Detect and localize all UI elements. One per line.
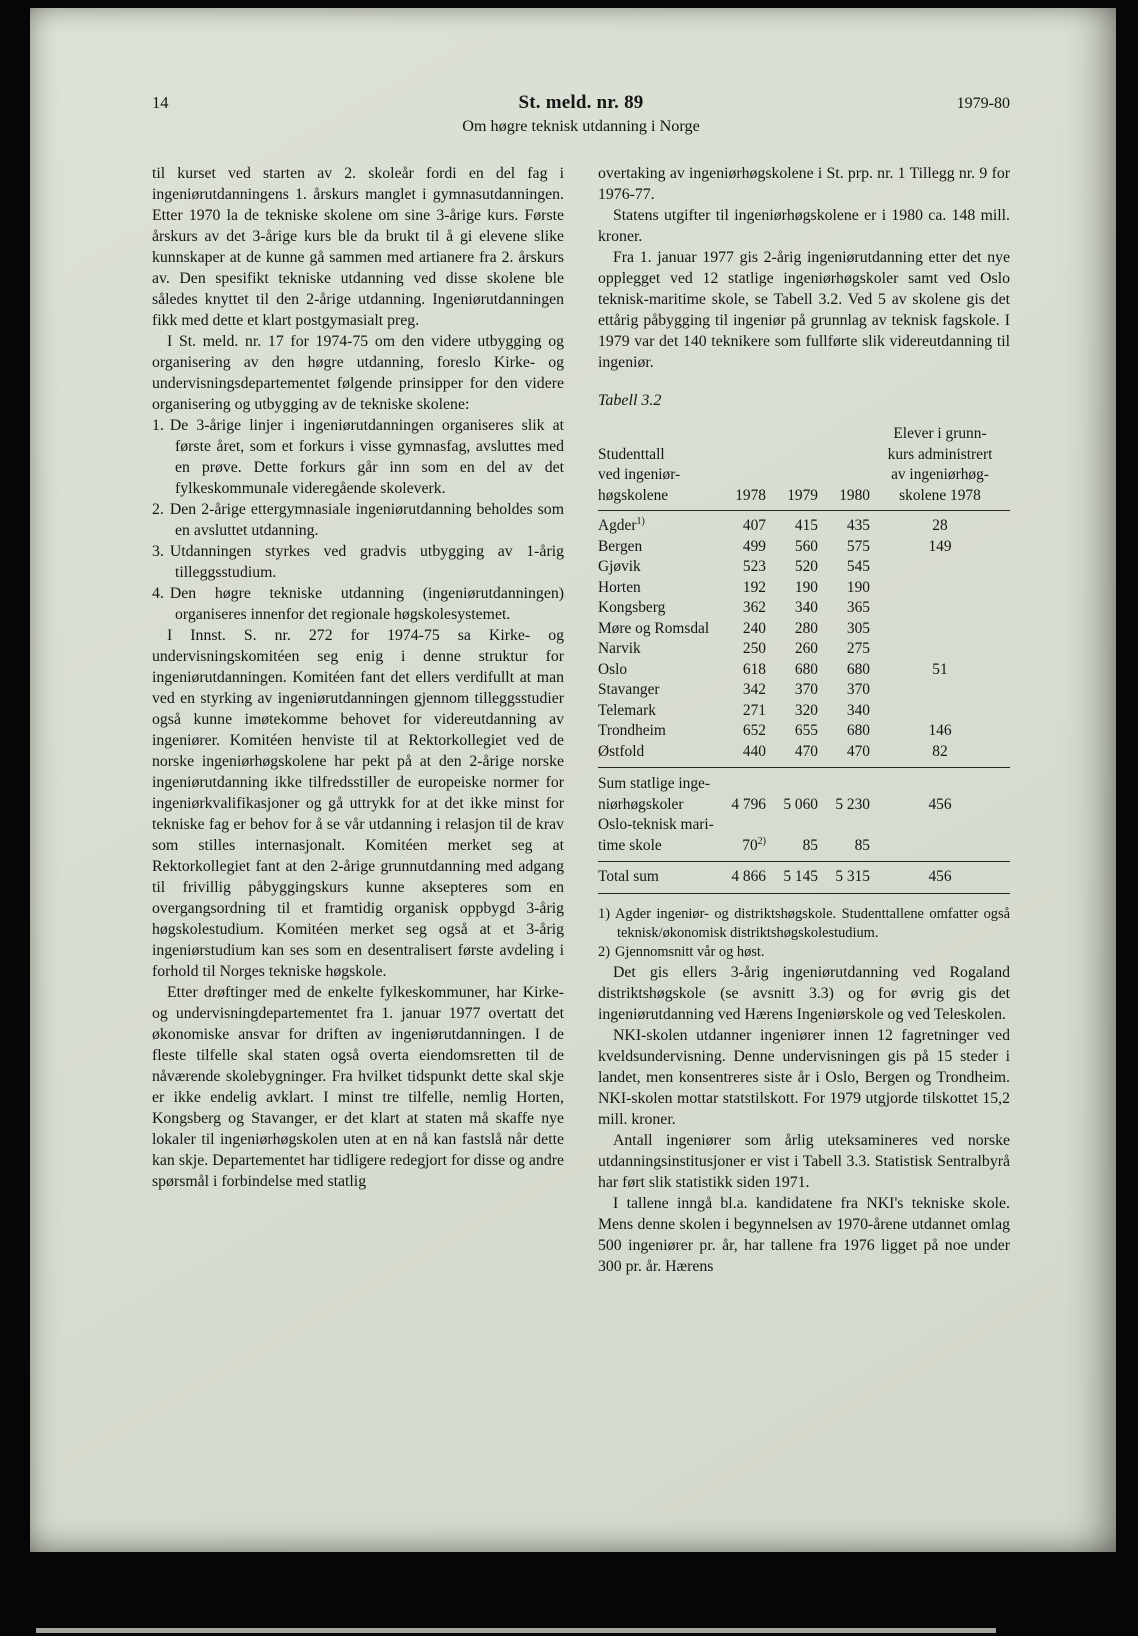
body-paragraph: NKI-skolen utdanner ingeniører innen 12 fagretninger ved kveldsundervisning. Denne undervisningen gis på 15 steder i landet, men konsentreres siste år i Oslo, Bergen og Trondheim. NKI-skolen mottar statstilskott. For 1979 utgjorde tilskottet 15,2 mill. kroner. (598, 1026, 1010, 1128)
value-elever (870, 680, 1010, 701)
value-1978: 652 (742, 722, 766, 739)
value-1979: 190 (794, 578, 818, 596)
total-elever: 456 (870, 862, 1010, 894)
table-row (598, 660, 1010, 681)
value-1980: 470 (818, 742, 870, 768)
value-1978: 618 (742, 660, 766, 678)
value-elever: 146 (928, 722, 952, 739)
value-1979: 280 (794, 619, 818, 637)
value-1978: 440 (724, 742, 766, 768)
sum-label-line: niørhøgskoler (598, 795, 684, 813)
column-header-1978: 1978 (724, 424, 766, 511)
sum-label-line: Sum statlige inge- (598, 775, 710, 792)
body-paragraph: I tallene inngå bl.a. kandidatene fra NKI's tekniske skole. Mens denne skolen i begynnelsen av 1970-årene utdannet omlag 500 ingeniører pr. år, har tallene fra 1976 ligget på noe under 300 pr. år. Hærens (598, 1194, 1010, 1275)
value-elever (870, 639, 1010, 660)
school-name: Kongsberg (598, 599, 666, 616)
total-1979: 5 145 (766, 862, 818, 894)
scan-bottom-edge (36, 1628, 996, 1633)
scanned-page (30, 8, 1116, 1552)
value-1980: 340 (846, 701, 870, 719)
value-elever (870, 701, 1010, 722)
value-1980: 680 (846, 722, 870, 739)
value-1978: 192 (742, 578, 766, 596)
table-row (598, 680, 1010, 701)
value-elever: 51 (932, 660, 948, 678)
sum-elever: 456 (928, 795, 952, 813)
oslo-label-line: time skole (598, 836, 662, 854)
value-1978: 523 (742, 558, 766, 575)
table-row (598, 721, 1010, 742)
school-name: Bergen (598, 537, 643, 555)
header-line: kurs administrert (887, 445, 993, 463)
value-elever: 28 (932, 517, 948, 534)
value-1980: 680 (846, 660, 870, 678)
table-row (598, 557, 1010, 578)
footnote-ref: 1) (636, 515, 645, 527)
value-1979: 415 (794, 517, 818, 534)
body-paragraph: til kurset ved starten av 2. skoleår fordi en del fag i ingeniørutdanningens 1. årskurs manglet i gymnasutdanningen. Etter 1970 la de tekniske skolene om sine 3-årige kurs. Første årskurs av det 3-årige kurs ble da brukt til å gi elevene slike kunnskaper at de kunne gå sammen med artianere fra 2. årskurs av. Den spesifikt tekniske utdanning ved disse skolene ble således knyttet til den 2-årige utdanning. Ingeniørutdanningen fikk med dette et klart postgymasialt preg. (152, 165, 564, 329)
value-1979: 560 (794, 537, 818, 555)
session-year: 1979-80 (956, 95, 1010, 112)
sum-1979: 5 060 (783, 795, 818, 813)
value-elever (870, 578, 1010, 599)
total-row (598, 862, 1010, 894)
oslo-1978 (724, 815, 766, 862)
school-name-text: Agder (598, 517, 637, 534)
value-1979: 320 (794, 701, 818, 719)
list-item (152, 415, 564, 499)
sum-1978: 4 796 (731, 795, 766, 813)
school-name: Gjøvik (598, 558, 641, 575)
list-item-text: Utdanningen styrkes ved gradvis utbygging av 1-årig tilleggsstudium. (169, 543, 564, 581)
header-line: skolene 1978 (899, 486, 981, 504)
value-1980: 575 (846, 537, 870, 555)
table-row (598, 578, 1010, 599)
table-row (598, 639, 1010, 660)
value-1980: 275 (846, 640, 870, 657)
table-header-row (598, 424, 1010, 511)
two-column-body (152, 163, 1010, 1277)
header-line: høgskolene (598, 486, 669, 504)
value-1979: 340 (794, 599, 818, 616)
document-title: St. meld. nr. 89 (518, 92, 644, 113)
list-item (152, 499, 564, 541)
list-item (152, 583, 564, 625)
table-row (598, 598, 1010, 619)
value-1979: 370 (794, 681, 818, 698)
school-name: Telemark (598, 701, 656, 719)
page-header (152, 92, 1010, 114)
body-paragraph: Statens utgifter til ingeniørhøgskolene er i 1980 ca. 148 mill. kroner. (598, 207, 1010, 245)
table-footnotes (598, 905, 1010, 962)
table-row (598, 511, 1010, 537)
body-paragraph: Fra 1. januar 1977 gis 2-årig ingeniørutdanning etter det nye opplegget ved 12 statlige ingeniørhøgskoler samt ved Oslo teknisk-maritime skole, se Tabell 3.2. Ved 5 av skolene gis det ettårig påbygging til ingeniør på grunnlag av teknisk fagskole. I 1979 var det 140 teknikere som fullførte slik videreutdanning til ingeniør. (598, 249, 1010, 371)
column-header-schools (598, 424, 724, 511)
list-item-text: Den 2-årige ettergymnasiale ingeniørutdanning beholdes som en avsluttet utdanning. (169, 501, 564, 539)
sum-row (598, 768, 1010, 816)
column-header-elever (870, 424, 1010, 511)
sum-1980: 5 230 (835, 795, 870, 813)
value-1980: 305 (846, 619, 870, 637)
table-summary (598, 768, 1010, 894)
list-item-text: Den høgre tekniske utdanning (ingeniørutdanningen) organiseres innenfor det regionale høgskolesystemet. (169, 585, 564, 623)
table-row (598, 701, 1010, 722)
footnote-ref: 2) (757, 835, 766, 847)
total-1978: 4 866 (724, 862, 766, 894)
page-number: 14 (152, 93, 169, 112)
value-elever (870, 557, 1010, 578)
value-1980: 435 (846, 517, 870, 534)
right-column (598, 163, 1010, 1277)
oslo-maritime-row (598, 815, 1010, 862)
oslo-label-line: Oslo-teknisk mari- (598, 816, 714, 833)
value-1978: 362 (742, 599, 766, 616)
school-name: Stavanger (598, 681, 660, 698)
value-1979: 680 (794, 660, 818, 678)
left-column (152, 163, 564, 1277)
table-body (598, 511, 1010, 768)
school-name: Horten (598, 578, 641, 596)
school-name: Østfold (598, 742, 724, 768)
oslo-1979: 85 (766, 815, 818, 862)
school-name: Oslo (598, 660, 628, 678)
school-name (598, 511, 724, 537)
oslo-1978-value: 70 (742, 836, 758, 854)
table-header (598, 424, 1010, 511)
column-header-1980: 1980 (818, 424, 870, 511)
footnote-marker: 2) (598, 943, 610, 960)
table-row (598, 619, 1010, 640)
header-line: av ingeniørhøg- (891, 466, 989, 483)
table-caption: Tabell 3.2 (598, 392, 662, 409)
footnote-text: Gjennomsnitt vår og høst. (615, 943, 765, 960)
value-1978: 499 (742, 537, 766, 555)
value-1980: 365 (846, 599, 870, 616)
student-numbers-table (598, 424, 1010, 894)
footnote (598, 943, 1010, 962)
value-elever (870, 619, 1010, 640)
list-item-number: 2. (152, 501, 164, 518)
value-1979: 260 (794, 640, 818, 657)
oslo-elever (870, 815, 1010, 862)
list-item-text: De 3-årige linjer i ingeniørutdanningen organiseres slik at første året, som et forkurs i visse gymnasfag, avsluttes med en prøve. Dette forkurs går inn som en del av det fylkeskommunale videregående skoleverk. (169, 417, 564, 497)
sum-label (598, 768, 724, 816)
footnote-text: Agder ingeniør- og distriktshøgskole. Studenttallene omfatter også teknisk/økonomisk distriktshøgskolestudium. (615, 905, 1010, 941)
list-item-number: 4. (152, 585, 164, 602)
header-line: Studenttall (598, 445, 665, 463)
body-paragraph: Antall ingeniører som årlig uteksamineres ved norske utdanningsinstitusjoner er vist i Tabell 3.3. Statistisk Sentralbyrå har ført slik statistikk siden 1971. (598, 1131, 1010, 1191)
header-line: ved ingeniør- (598, 466, 681, 483)
oslo-1980: 85 (818, 815, 870, 862)
body-paragraph: Det gis ellers 3-årig ingeniørutdanning ved Rogaland distriktshøgskole (se avsnitt 3.3) og for øvrig gis det ingeniørutdanning ved Hærens Ingeniørskole og ved Teleskolen. (598, 963, 1010, 1023)
value-elever: 149 (928, 537, 952, 555)
body-paragraph: I St. meld. nr. 17 for 1974-75 om den videre utbygging og organisering av den høgre utdanning, foreslo Kirke- og undervisningsdepartementet følgende prinsipper for den videre organisering og utbygging av de tekniske skolene: (152, 333, 564, 413)
document-subtitle: Om høgre teknisk utdanning i Norge (462, 117, 700, 135)
value-1980: 190 (846, 578, 870, 596)
page-content (152, 92, 1010, 1277)
value-1980: 545 (846, 558, 870, 575)
school-name: Møre og Romsdal (598, 619, 710, 637)
oslo-maritime-label (598, 815, 724, 862)
body-paragraph: I Innst. S. nr. 272 for 1974-75 sa Kirke- og undervisningskomitéen seg enig i denne struktur for ingeniørutdanningen. Komitéen fant det ellers verdifullt at man ved en styrking av ingeniørutdanningen gjennom tilleggsstudier også kunne imøtekomme behovet for videreutdanning av ingeniører. Komitéen henviste til at Rektorkollegiet ved de norske ingeniørhøgskolene har pekt på at den 2-årige norske ingeniørutdanning ikke tilfredsstiller de europeiske normer for ingeniørkvalifikasjoner og gå uttrykk for at det ikke minst for tekniske fag er behov for å se vår utdanning i relasjon til de krav som stilles internasjonalt. Komitéen merket seg at Rektorkollegiet fant at den 2-årige grunnutdanning med adgang til frivillig påbyggingskurs kunne aksepteres som en overgangsordning til et framtidig organisk oppbygd 3-årig høgskolestudium. Komitéen merket seg også at et 3-årig ingeniørstudium kan ses som en desentralisert første avdeling i forhold til Norges tekniske høgskole. (152, 627, 564, 980)
list-item-number: 1. (152, 417, 164, 434)
list-item (152, 541, 564, 583)
footnote-marker: 1) (598, 905, 610, 922)
body-paragraph: overtaking av ingeniørhøgskolene i St. prp. nr. 1 Tillegg nr. 9 for 1976-77. (598, 165, 1010, 203)
table-row (598, 742, 1010, 768)
value-1978: 250 (742, 640, 766, 657)
value-elever (870, 598, 1010, 619)
value-1978: 342 (742, 681, 766, 698)
footnote (598, 905, 1010, 943)
column-header-1979: 1979 (766, 424, 818, 511)
school-name: Trondheim (598, 722, 666, 739)
value-1979: 470 (766, 742, 818, 768)
value-1980: 370 (846, 681, 870, 698)
value-elever: 82 (870, 742, 1010, 768)
value-1978: 407 (742, 517, 766, 534)
table-row (598, 537, 1010, 558)
total-label: Total sum (598, 862, 724, 894)
school-name: Narvik (598, 640, 641, 657)
value-1979: 655 (794, 722, 818, 739)
total-1980: 5 315 (818, 862, 870, 894)
header-line: Elever i grunn- (893, 425, 987, 442)
body-paragraph: Etter drøftinger med de enkelte fylkeskommuner, har Kirke- og undervisningdepartementet fra 1. januar 1977 overtatt det økonomiske ansvar for driften av ingeniørutdanningen. I de fleste tilfelle skal staten også overta eiendomsretten til de nåværende skolebygninger. Fra hvilket tidspunkt dette skal skje er ikke endelig avklart. I minst tre tilfelle, nemlig Horten, Kongsberg og Stavanger, er det klart at staten må skaffe nye lokaler til ingeniørhøgskolen uten at en nå kan fastslå når dette kan skje. Departementet har tidligere redegjort for disse og andre spørsmål i forbindelse med statlig (152, 984, 564, 1190)
list-item-number: 3. (152, 543, 164, 560)
value-1978: 240 (742, 619, 766, 637)
value-1978: 271 (742, 701, 766, 719)
value-1979: 520 (794, 558, 818, 575)
